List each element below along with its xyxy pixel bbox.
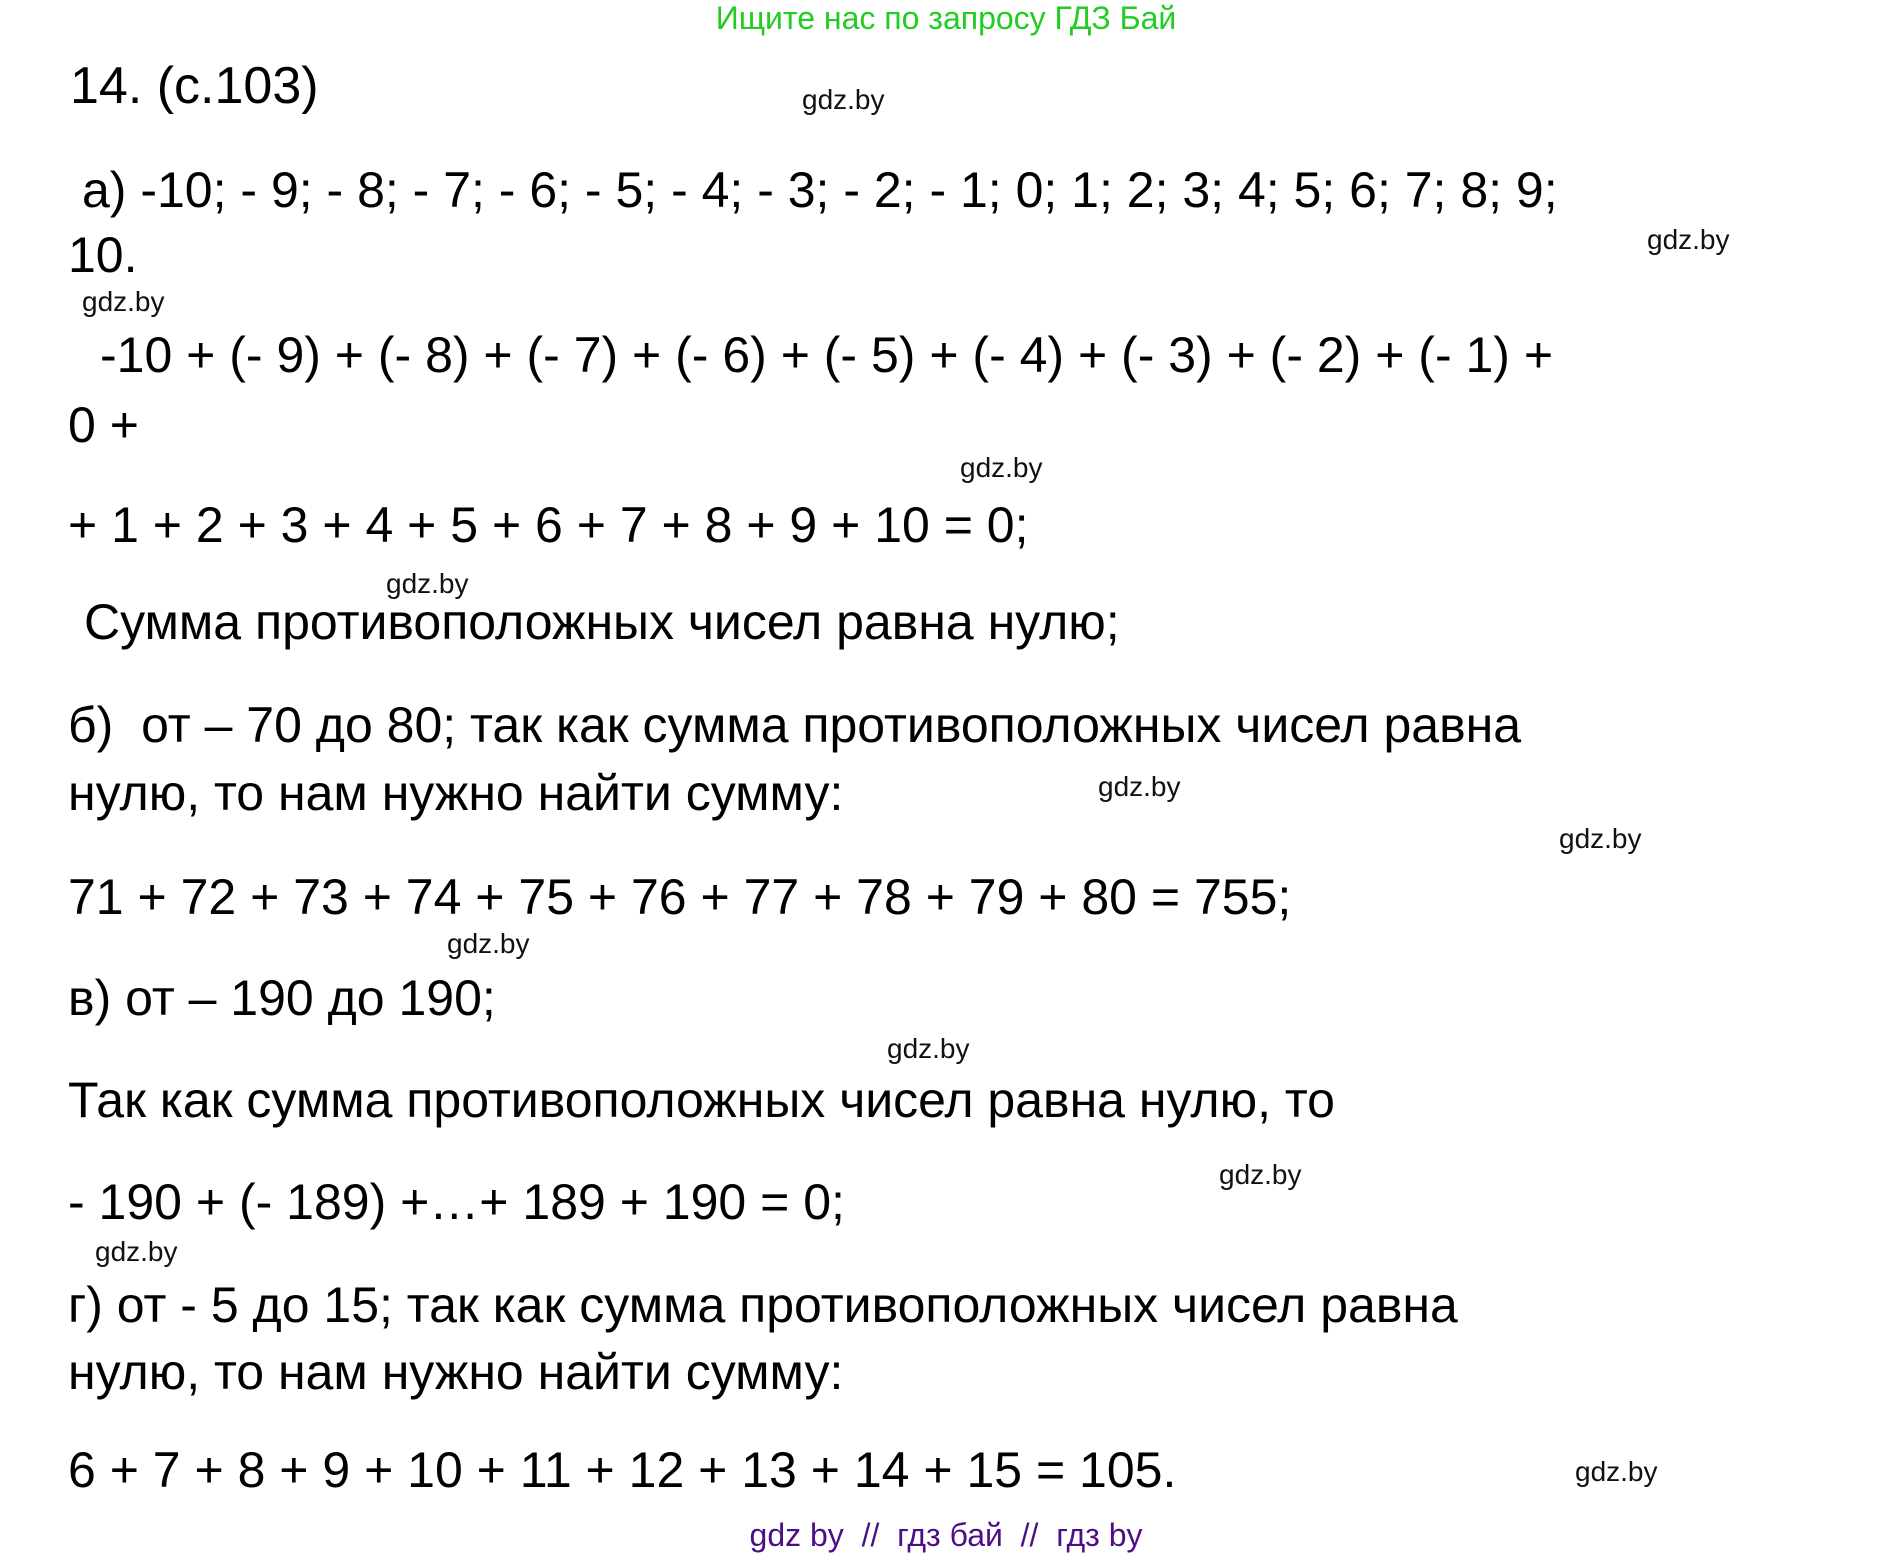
exercise-title: 14. (с.103) <box>70 57 319 115</box>
part-a-list-line-1: а) -10; - 9; - 8; - 7; - 6; - 5; - 4; - 3; - 2; - 1; 0; 1; 2; 3; 4; 5; 6; 7; 8; 9; <box>82 162 1558 218</box>
search-hint-banner: Ищите нас по запросу ГДЗ Бай <box>715 0 1177 36</box>
part-v-line-2: Так как сумма противоположных чисел равна нулю, то <box>68 1072 1335 1128</box>
part-b-line-2: нулю, то нам нужно найти сумму: <box>68 765 844 821</box>
part-b-equation: 71 + 72 + 73 + 74 + 75 + 76 + 77 + 78 + 79 + 80 = 755; <box>68 869 1292 925</box>
site-footer: gdz by // гдз бай // гдз by <box>749 1517 1143 1553</box>
part-g-equation: 6 + 7 + 8 + 9 + 10 + 11 + 12 + 13 + 14 + 15 = 105. <box>68 1442 1177 1498</box>
part-a-sum-line-3: + 1 + 2 + 3 + 4 + 5 + 6 + 7 + 8 + 9 + 10 = 0; <box>68 497 1029 553</box>
part-a-sum-line-1: -10 + (- 9) + (- 8) + (- 7) + (- 6) + (- 5) + (- 4) + (- 3) + (- 2) + (- 1) + <box>100 327 1554 383</box>
part-a-sum-line-2: 0 + <box>68 397 139 453</box>
part-g-line-2: нулю, то нам нужно найти сумму: <box>68 1344 844 1400</box>
part-v-equation: - 190 + (- 189) +…+ 189 + 190 = 0; <box>68 1174 845 1230</box>
watermark: gdz.by <box>82 286 165 317</box>
watermark: gdz.by <box>447 928 530 959</box>
watermark: gdz.by <box>1219 1159 1302 1190</box>
watermark: gdz.by <box>386 568 469 599</box>
watermark: gdz.by <box>1575 1456 1658 1487</box>
watermark: gdz.by <box>95 1236 178 1267</box>
watermark: gdz.by <box>887 1033 970 1064</box>
part-a-list-line-2: 10. <box>68 227 138 283</box>
watermark: gdz.by <box>802 84 885 115</box>
part-v-line-1: в) от – 190 до 190; <box>68 970 496 1026</box>
watermark: gdz.by <box>1647 224 1730 255</box>
part-g-line-1: г) от - 5 до 15; так как сумма противоположных чисел равна <box>68 1277 1458 1333</box>
watermark: gdz.by <box>1559 823 1642 854</box>
part-b-line-1: б) от – 70 до 80; так как сумма противоположных чисел равна <box>68 697 1522 753</box>
watermark: gdz.by <box>960 452 1043 483</box>
part-a-conclusion: Сумма противоположных чисел равна нулю; <box>84 594 1120 650</box>
watermark: gdz.by <box>1098 771 1181 802</box>
